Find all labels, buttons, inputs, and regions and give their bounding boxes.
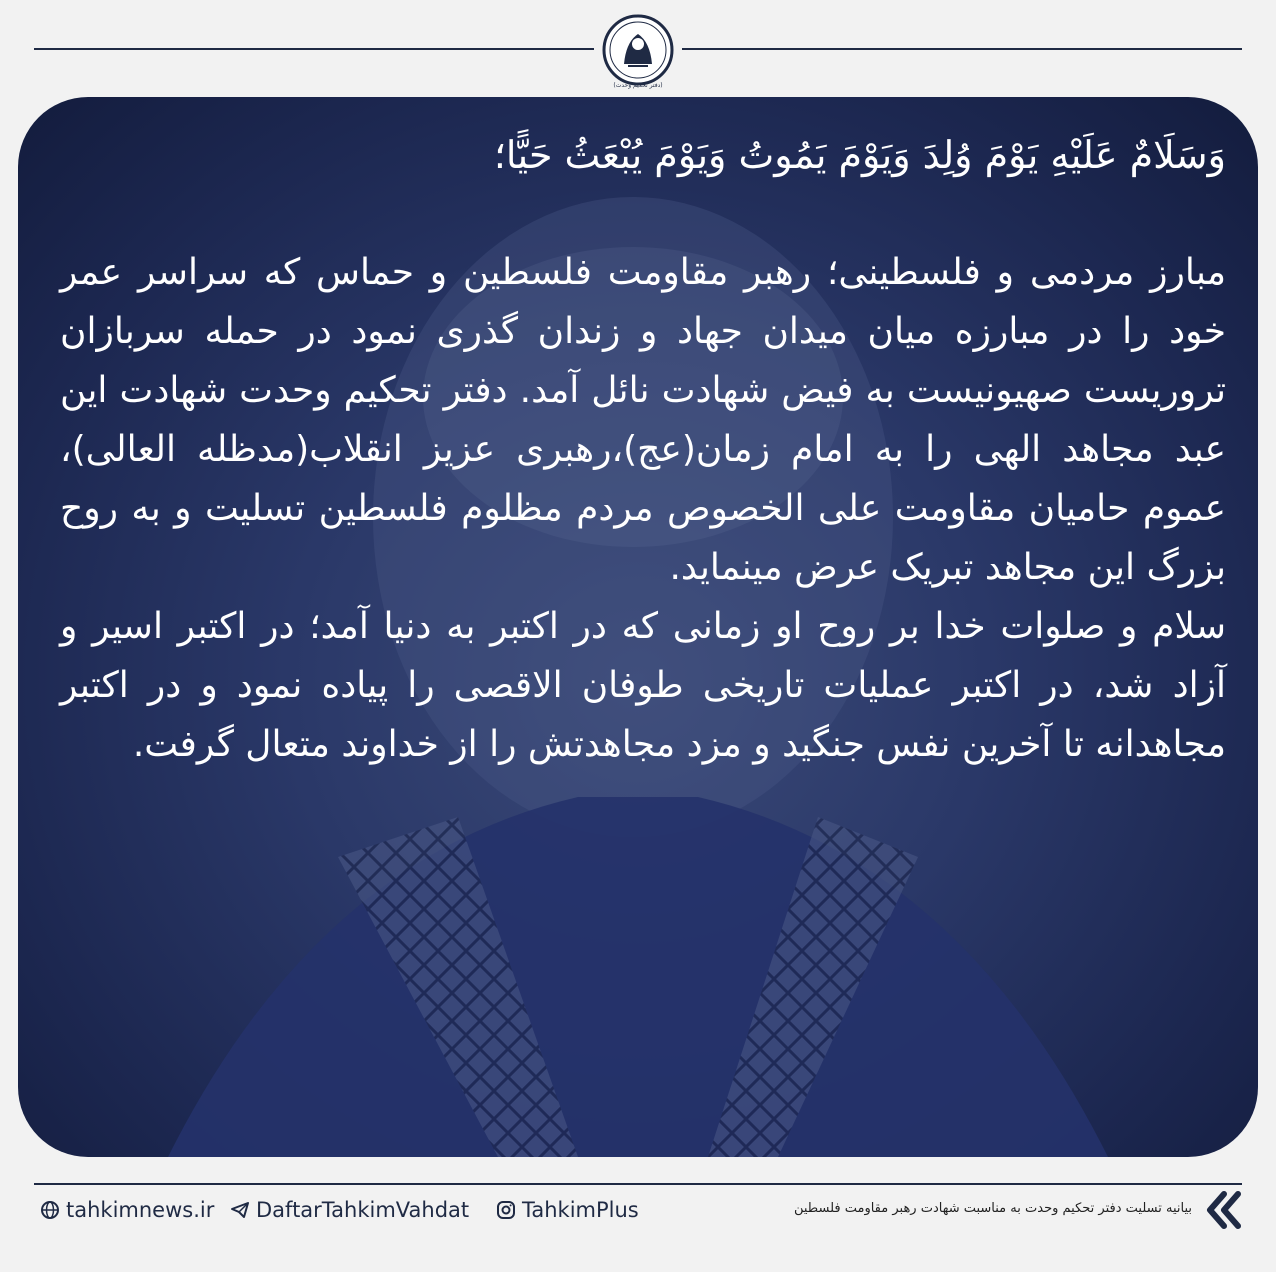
footer-bar bbox=[36, 1190, 1242, 1232]
statement-text bbox=[60, 127, 1226, 774]
instagram-text: TahkimPlus bbox=[522, 1198, 639, 1222]
organization-logo bbox=[600, 14, 676, 90]
instagram-icon bbox=[496, 1200, 516, 1220]
telegram-link[interactable] bbox=[230, 1198, 469, 1222]
statement-paragraph-2: سلام و صلوات خدا بر روح او زمانی که در اکتبر به دنیا آمد؛ در اکتبر اسیر و آزاد شد، در اکتبر عملیات تاریخی طوفان الاقصی را پیاده نمود و در اکتبر مجاهدانه تا آخرین نفس جنگید و مزد مجاهدتش را از خداوند متعال گرفت. bbox=[60, 606, 1226, 765]
website-link[interactable] bbox=[40, 1198, 214, 1222]
header-divider-right bbox=[682, 48, 1242, 50]
double-chevron-left-icon bbox=[1204, 1190, 1242, 1230]
instagram-link[interactable] bbox=[496, 1198, 639, 1222]
quran-verse: وَسَلَامٌ عَلَيْهِ يَوْمَ وُلِدَ وَيَوْمَ يَمُوتُ وَيَوْمَ يُبْعَثُ حَيًّا؛ bbox=[493, 133, 1226, 177]
website-text: tahkimnews.ir bbox=[66, 1198, 215, 1222]
telegram-text: DaftarTahkimVahdat bbox=[256, 1198, 470, 1222]
statement-paragraph-1: مبارز مردمی و فلسطینی؛ رهبر مقاومت فلسطین و حماس که سراسر عمر خود را در مبارزه میان میدان جهاد و زندان گذری نمود در حمله سربازان تروریست صهیونیست به فیض شهادت نائل آمد. دفتر تحکیم وحدت شهادت این عبد مجاهد الهی را به امام زمان(عج)،رهبری عزیز انقلاب(مدظله العالی)، عموم حامیان مقاومت علی الخصوص مردم مظلوم فلسطین تسلیت و به روح بزرگ این مجاهد تبریک عرض مینماید. bbox=[60, 252, 1226, 588]
footer-divider bbox=[34, 1183, 1242, 1185]
header-divider-left bbox=[34, 48, 594, 50]
logo-caption: (دفتر تحکیم وحدت) bbox=[613, 82, 663, 89]
statement-card bbox=[18, 97, 1258, 1157]
telegram-icon bbox=[230, 1200, 250, 1220]
globe-icon bbox=[40, 1200, 60, 1220]
footer-caption: بیانیه تسلیت دفتر تحکیم وحدت به مناسبت شهادت رهبر مقاومت فلسطین bbox=[793, 1201, 1192, 1216]
